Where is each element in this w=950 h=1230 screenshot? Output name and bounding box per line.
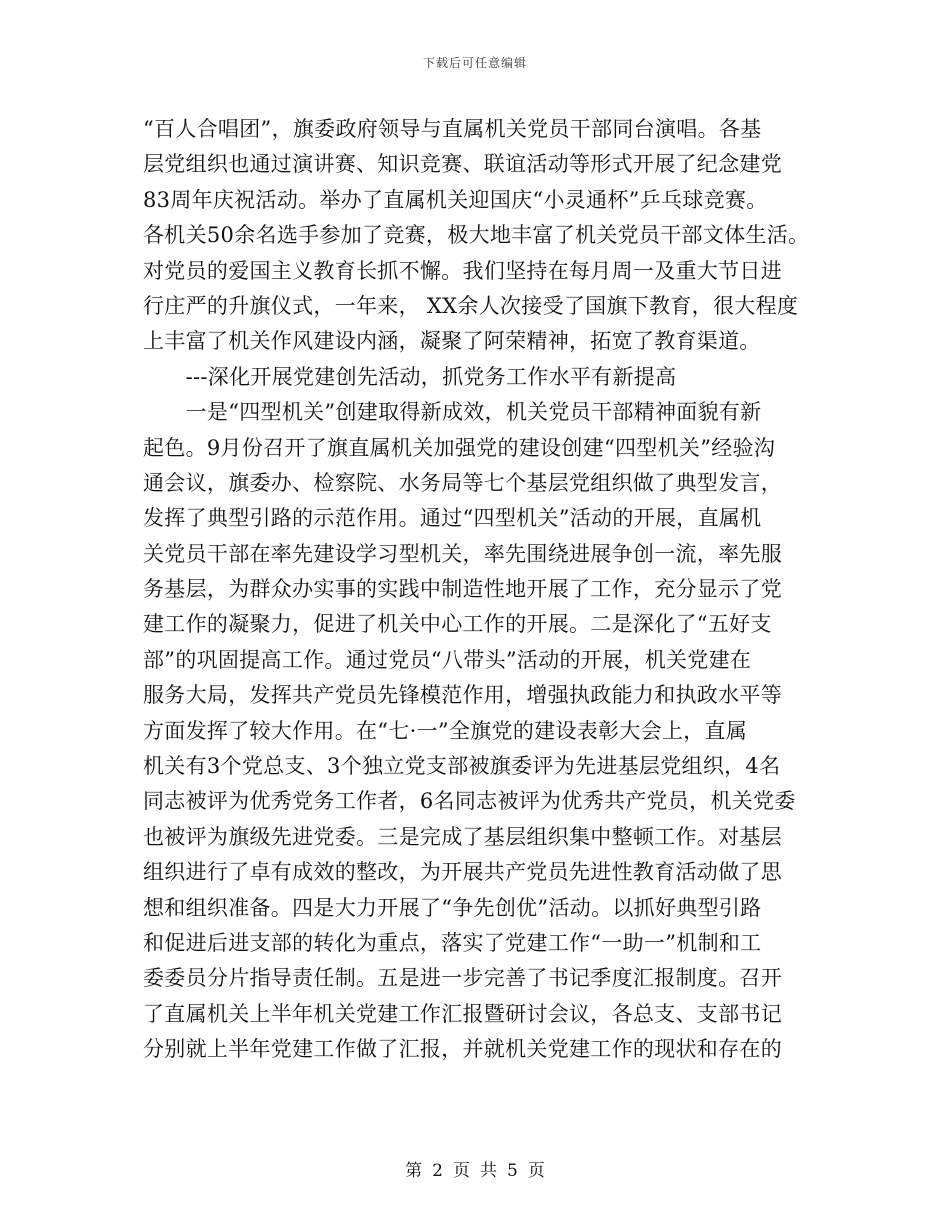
body-line: 行庄严的升旗仪式，一年来， XX余人次接受了国旗下教育，很大程度 [143, 293, 799, 318]
body-line: 和促进后进支部的转化为重点，落实了党建工作“一助一”机制和工 [143, 930, 762, 955]
document-body [143, 112, 823, 1068]
body-line: “百人合唱团”，旗委政府领导与直属机关党员干部同台演唱。各基 [143, 117, 762, 141]
body-line: 部”的巩固提高工作。通过党员“八带头”活动的开展，机关党建在 [143, 647, 752, 672]
body-line: 方面发挥了较大作用。在“七·一”全旗党的建设表彰大会上，直属 [143, 718, 748, 743]
body-line: 务基层，为群众办实事的实践中制造性地开展了工作，充分显示了党 [143, 577, 782, 602]
body-line: 上丰富了机关作风建设内涵，凝聚了阿荣精神，拓宽了教育渠道。 [143, 329, 761, 354]
body-line: 建工作的凝聚力，促进了机关中心工作的开展。二是深化了“五好支 [143, 612, 772, 637]
body-line: 各机关50余名选手参加了竞赛，极大地丰富了机关党员干部文体生活。 [143, 223, 810, 248]
body-line: 对党员的爱国主义教育长抓不懈。我们坚持在每月周一及重大节日进 [143, 258, 782, 283]
body-line: 机关有3个党总支、3个独立党支部被旗委评为先进基层党组织，4名 [143, 754, 781, 779]
page-header-note: 下载后可任意编辑 [422, 56, 527, 70]
body-line: 83周年庆祝活动。举办了直属机关迎国庆“小灵通杯”乒乓球竞赛。 [143, 187, 768, 212]
body-line: 关党员干部在率先建设学习型机关，率先围绕进展争创一流，率先服 [143, 541, 782, 566]
footer-label-total: 共 [480, 1161, 497, 1181]
body-line: 同志被评为优秀党务工作者，6名同志被评为优秀共产党员，机关党委 [143, 789, 796, 814]
body-line: 也被评为旗级先进党委。三是完成了基层组织集中整顿工作。对基层 [143, 824, 782, 849]
body-line: 通会议，旗委办、检察院、水务局等七个基层党组织做了典型发言， [143, 470, 782, 495]
body-line: 委委员分片指导责任制。五是进一步完善了书记季度汇报制度。召开 [143, 966, 782, 991]
body-line: 组织进行了卓有成效的整改，为开展共产党员先进性教育活动做了思 [143, 860, 782, 885]
body-line: 想和组织准备。四是大力开展了“争先创优”活动。以抓好典型引路 [143, 895, 762, 920]
body-line: 一是“四型机关”创建取得新成效，机关党员干部精神面貌有新 [143, 400, 762, 425]
footer-current-page: 2 [432, 1161, 443, 1181]
body-line: 了直属机关上半年机关党建工作汇报暨研讨会议，各总支、支部书记 [143, 1001, 782, 1026]
body-line: ---深化开展党建创先活动，抓党务工作水平有新提高 [143, 364, 677, 389]
body-line: 服务大局，发挥共产党员先锋模范作用，增强执政能力和执政水平等 [143, 683, 782, 708]
footer-total-pages: 5 [507, 1161, 518, 1181]
body-line: 分别就上半年党建工作做了汇报，并就机关党建工作的现状和存在的 [143, 1037, 782, 1062]
footer-label-ye-end: 页 [527, 1161, 545, 1181]
footer-label-ye: 页 [453, 1161, 470, 1181]
body-line: 层党组织也通过演讲赛、知识竞赛、联谊活动等形式开展了纪念建党 [143, 152, 782, 177]
page-footer [0, 1156, 950, 1181]
footer-label-page: 第 [405, 1161, 423, 1181]
body-line: 起色。9月份召开了旗直属机关加强党的建设创建“四型机关”经验沟 [143, 435, 776, 460]
body-line: 发挥了典型引路的示范作用。通过“四型机关”活动的开展，直属机 [143, 506, 762, 531]
